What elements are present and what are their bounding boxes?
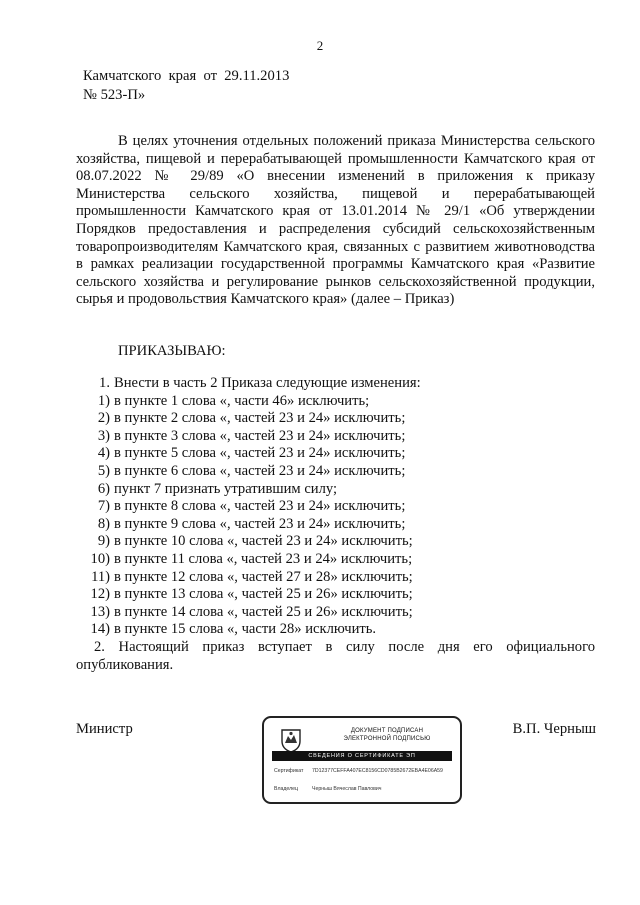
list-item <box>76 604 595 622</box>
stamp-line-2: ЭЛЕКТРОННОЙ ПОДПИСЬЮ <box>343 736 431 742</box>
item-number: 11) <box>91 568 110 585</box>
order-word: ПРИКАЗЫВАЮ: <box>118 343 226 359</box>
electronic-signature-stamp <box>262 716 462 804</box>
item-text: в пункте 1 слова «, части 46» исключить; <box>114 392 370 409</box>
list-item <box>76 445 595 463</box>
list-item <box>76 393 595 411</box>
final-item: 2. Настоящий приказ вступает в силу после дня его официального опубликования. <box>76 638 595 673</box>
item-text: в пункте 13 слова «, частей 25 и 26» исключить; <box>114 586 413 603</box>
item-number: 2) <box>97 410 110 427</box>
list-item <box>76 586 595 604</box>
item-number: 5) <box>97 462 110 479</box>
list-item <box>76 375 595 393</box>
item-number: 9) <box>97 533 110 550</box>
owner-value: Черныш Вячеслав Павлович <box>312 786 382 792</box>
header-line-1: Камчатского края от 29.11.2013 <box>83 68 290 84</box>
list-item <box>76 533 595 551</box>
page-number: 2 <box>316 38 324 53</box>
item-text: в пункте 14 слова «, частей 25 и 26» исключить; <box>114 603 413 620</box>
list-item <box>76 428 595 446</box>
item-text: в пункте 9 слова «, частей 23 и 24» исключить; <box>114 515 406 532</box>
certificate-label: Сертификат <box>274 768 304 774</box>
item-number: 13) <box>90 603 110 620</box>
list-item <box>76 498 595 516</box>
item-text: Внести в часть 2 Приказа следующие изменения: <box>114 375 421 391</box>
stamp-heading <box>320 727 454 743</box>
item-text: в пункте 6 слова «, частей 23 и 24» исключить; <box>114 462 406 479</box>
item-text: в пункте 11 слова «, частей 23 и 24» исключить; <box>114 550 413 567</box>
item-number: 3) <box>97 427 110 444</box>
stamp-certificate-bar: СВЕДЕНИЯ О СЕРТИФИКАТЕ ЭП <box>272 751 452 761</box>
list-item <box>76 481 595 499</box>
item-number: 1. <box>99 375 110 391</box>
item-number: 1) <box>97 392 110 409</box>
signatory-title: Министр <box>76 721 133 737</box>
item-number: 14) <box>90 621 110 638</box>
item-number: 10) <box>90 550 110 567</box>
signatory-name: В.П. Черныш <box>512 721 596 737</box>
item-number: 4) <box>97 445 110 462</box>
document-header <box>83 67 289 105</box>
preamble-paragraph: В целях уточнения отдельных положений приказа Министерства сельского хозяйства, пищевой и перерабатывающей промышленности Камчатского края от 08.07.2022 № 29/89 «О внесении изменений в приложения к приказу Министерства сельского хозяйства, пищевой и перерабатывающей промышленности Камчатского края от 13.01.2014 № 29/1 «Об утверждении Порядков предоставления и распределения субсидий сельскохозяйственным товаропроизводителям Камчатского края, связанных с развитием животноводства в рамках реализации государственной программы Камчатского края «Развитие сельского хозяйства и регулирование рынков сельскохозяйственной продукции, сырья и продовольствия Камчатского края» (далее – Приказ) <box>76 133 595 308</box>
owner-label: Владелец <box>274 786 298 792</box>
certificate-value: 7D12377CEFFA407EC8156CD0785B2672EBA4E06A59 <box>312 768 443 774</box>
amendments-list <box>76 375 595 674</box>
item-text: в пункте 10 слова «, частей 23 и 24» исключить; <box>114 533 413 550</box>
item-number: 7) <box>97 498 110 515</box>
item-text: в пункте 15 слова «, части 28» исключить. <box>114 621 377 638</box>
item-number: 12) <box>90 586 110 603</box>
header-line-2: № 523-П» <box>83 87 146 103</box>
stamp-line-1: ДОКУМЕНТ ПОДПИСАН <box>350 728 424 734</box>
item-number: 6) <box>97 480 110 497</box>
coat-of-arms-icon <box>280 727 302 753</box>
item-text: в пункте 3 слова «, частей 23 и 24» исключить; <box>114 427 406 444</box>
item-text: пункт 7 признать утратившим силу; <box>114 480 338 497</box>
item-text: в пункте 5 слова «, частей 23 и 24» исключить; <box>114 445 406 462</box>
list-item <box>76 551 595 569</box>
list-item <box>76 463 595 481</box>
item-text: в пункте 2 слова «, частей 23 и 24» исключить; <box>114 410 406 427</box>
list-item <box>76 516 595 534</box>
list-item <box>76 621 595 639</box>
list-item <box>76 410 595 428</box>
item-text: в пункте 12 слова «, частей 27 и 28» исключить; <box>114 568 413 585</box>
list-item <box>76 569 595 587</box>
item-text: в пункте 8 слова «, частей 23 и 24» исключить; <box>114 498 406 515</box>
item-number: 8) <box>97 515 110 532</box>
